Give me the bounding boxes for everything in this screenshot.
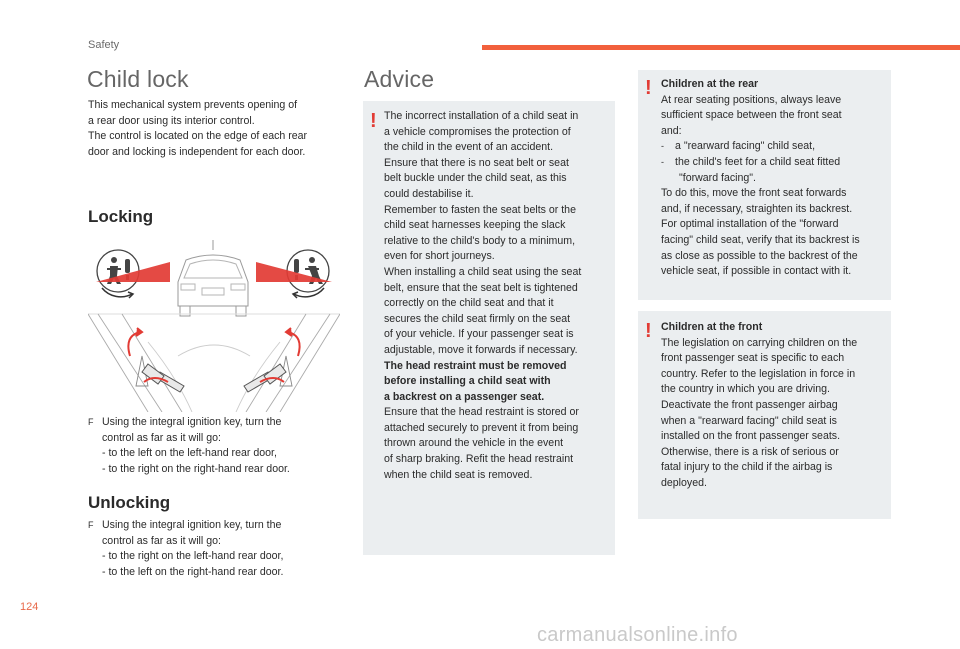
section-label: Safety (88, 39, 120, 51)
children-rear-text: Children at the rear At rear seating positions, always leave sufficient space between the front seat and: - a "rearward facing" child seat, - the child's feet for a child seat fitted "forward facing". To do this, move the front seat forwards and, if necessary, straighten its backrest. For optimal installation of the "forward facing" child seat, verify that its backrest is as close as possible to the backrest of the vehicle seat, if possible in contact with it. (661, 78, 860, 278)
children-rear-box (638, 70, 891, 300)
children-front-text: Children at the front The legislation on carrying children on the front passenger seat is specific to each country. Refer to the legislation in force in the country in which you are driving. Deactivate the front passenger airbag when a "rearward facing" child seat is installed on the front passenger seats. Otherwise, there is a risk of serious or fatal injury to the child if the airbag is deployed. (661, 321, 858, 489)
locking-instructions: F Using the integral ignition key, turn the control as far as it will go: - to the left on the left-hand rear door, - to the right on the right-hand rear door. (88, 416, 290, 475)
child-lock-illustration (88, 236, 340, 412)
page-number: 124 (20, 601, 39, 613)
locking-heading: Locking (88, 207, 154, 226)
car-rear-view (178, 240, 248, 316)
warning-icon: ! (370, 110, 377, 132)
children-front-heading: Children at the front (661, 321, 763, 333)
door-closeups (88, 314, 340, 412)
key-icon-left (142, 364, 184, 392)
unlocking-heading: Unlocking (88, 493, 171, 512)
key-icon-right (244, 364, 286, 392)
child-lock-intro: This mechanical system prevents opening of a rear door using its interior control. The control is located on the edge of each rear door and locking is independent for each door. (88, 99, 308, 158)
advice-text: The incorrect installation of a child seat in a vehicle compromises the protection of the child in the event of an accident. Ensure that there is no seat belt or seat belt buckle under the child seat, as this could destabilise it. Remember to fasten the seat belts or the child seat harnesses keeping the slack relative to the child's body to a minimum, even for short journeys. When installing a child seat using the seat belt, ensure that the seat belt is tightened correctly on the child seat and that it secures the child seat firmly on the seat of your vehicle. If your passenger seat is adjustable, move it forwards if necessary. The head restraint must be removed before installing a child seat with a backrest on a passenger seat. Ensure that the head restraint is stored or attached securely to prevent it from being thrown around the vehicle in the event of sharp braking. Refit the head restraint when the child seat is removed. (384, 110, 582, 481)
advice-title: Advice (364, 66, 435, 92)
warning-icon: ! (645, 77, 652, 99)
children-rear-heading: Children at the rear (661, 78, 759, 90)
unlocking-instructions: F Using the integral ignition key, turn the control as far as it will go: - to the right on the left-hand rear door, - to the left on the right-hand rear door. (88, 519, 284, 578)
warning-icon: ! (645, 320, 652, 342)
child-lock-title: Child lock (87, 66, 189, 92)
watermark: carmanualsonline.info (537, 624, 738, 646)
children-front-box (638, 311, 891, 519)
header-accent-bar (482, 45, 960, 50)
advice-warning-box (363, 101, 615, 555)
